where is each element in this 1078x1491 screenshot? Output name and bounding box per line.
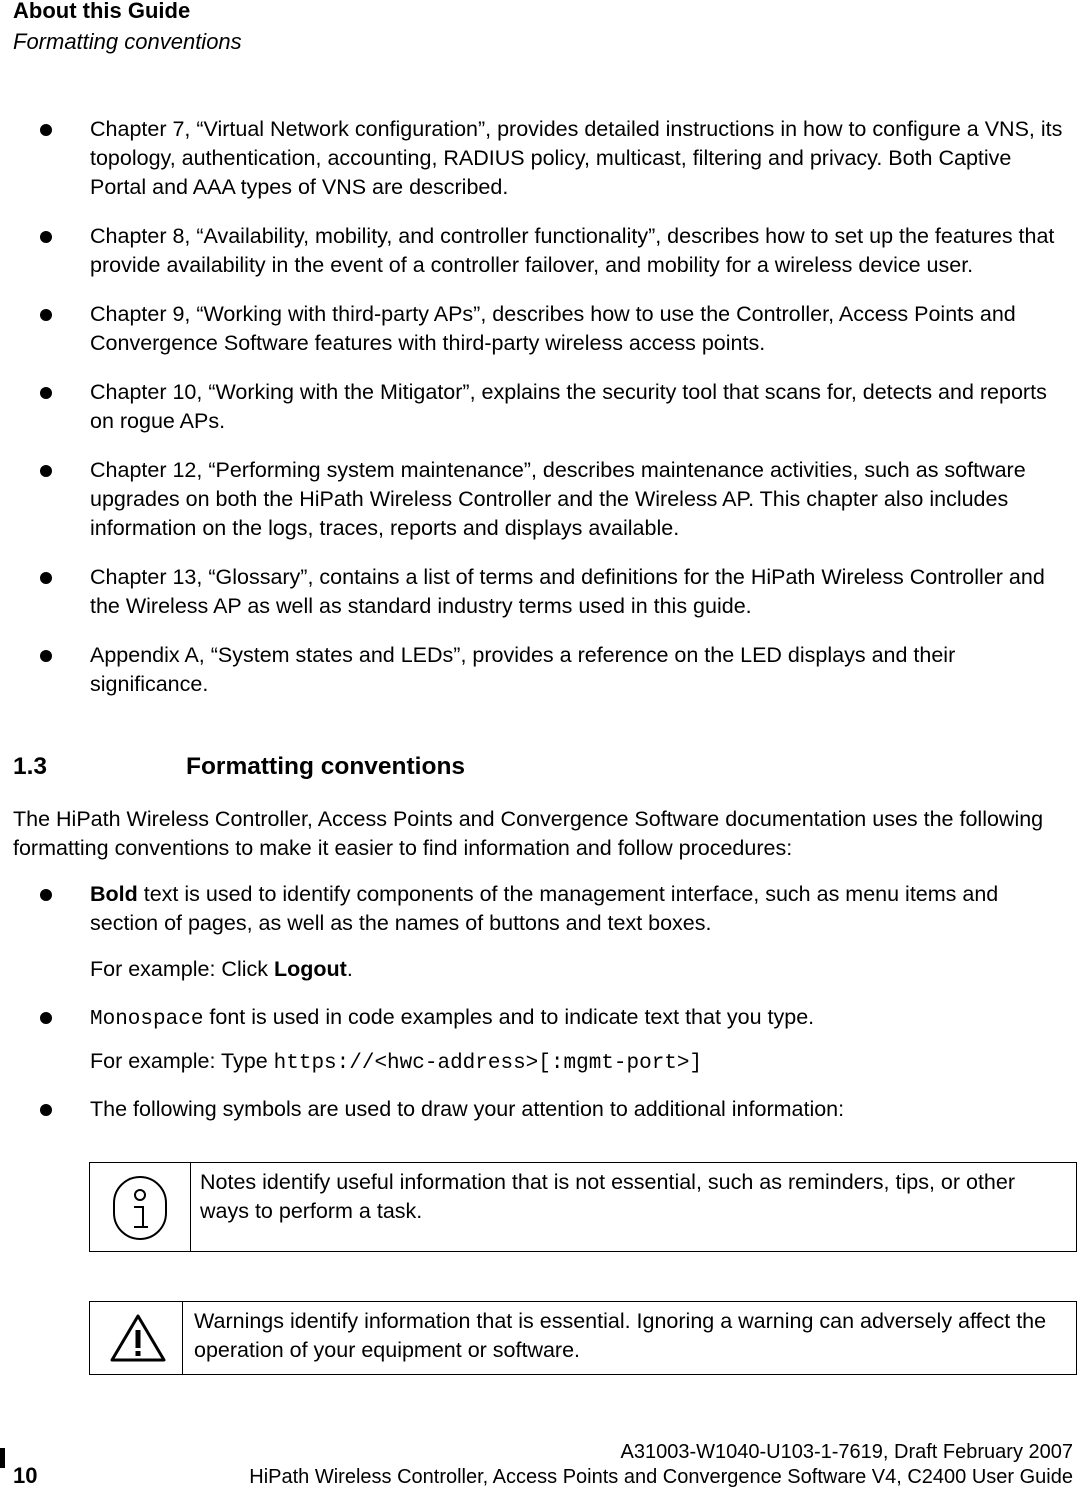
footer-doc-id: A31003-W1040-U103-1-7619, Draft February 2007 xyxy=(620,1441,1073,1463)
list-item xyxy=(40,115,1070,202)
monospace-description: font is used in code examples and to indicate text that you type. xyxy=(203,1005,815,1029)
list-item xyxy=(40,378,1070,436)
bullet-icon xyxy=(40,1104,52,1116)
bullet-icon xyxy=(40,889,52,901)
section-number: 1.3 xyxy=(13,753,48,780)
bullet-icon xyxy=(40,465,52,477)
list-item-text: Chapter 12, “Performing system maintenance”, describes maintenance activities, such as software upgrades on both the HiPath Wireless Controller and the Wireless AP. This chapter also includes information on the logs, traces, reports and displays available. xyxy=(90,458,1026,540)
running-header-subtitle: Formatting conventions xyxy=(13,29,242,54)
warning-divider xyxy=(182,1302,183,1374)
monospace-term: Monospace xyxy=(90,1008,204,1031)
list-item-text: Chapter 8, “Availability, mobility, and controller functionality”, describes how to set up the features that provide availability in the event of a controller failover, and mobility for a wireless device user. xyxy=(90,224,1055,277)
bold-term: Bold xyxy=(90,882,138,906)
list-item xyxy=(40,222,1070,280)
list-item-text: Chapter 7, “Virtual Network configuration”, provides detailed instructions in how to configure a VNS, its topology, authentication, accounting, RADIUS policy, multicast, filtering and privacy. Both Captive Portal and AAA types of VNS are described. xyxy=(90,117,1063,199)
list-item-text: Chapter 9, “Working with third-party APs”, describes how to use the Controller, Access Points and Convergence Software features with third-party wireless access points. xyxy=(90,302,1016,355)
monospace-example-value: https://<hwc-address>[:mgmt-port>] xyxy=(273,1052,703,1075)
convention-bold xyxy=(40,880,1070,938)
bold-example-suffix: . xyxy=(346,957,353,981)
change-bar xyxy=(0,1448,5,1468)
list-item xyxy=(40,641,1070,699)
bold-example xyxy=(90,955,353,984)
list-item-text: Chapter 13, “Glossary”, contains a list of terms and definitions for the HiPath Wireless Controller and the Wireless AP as well as standard industry terms used in this guide. xyxy=(90,565,1045,618)
running-header-title: About this Guide xyxy=(13,0,191,23)
bullet-icon xyxy=(40,1012,52,1024)
monospace-example-prefix: For example: Type xyxy=(90,1049,274,1073)
section-intro: The HiPath Wireless Controller, Access Points and Convergence Software documentation uses the following formatting conventions to make it easier to find information and follow procedures: xyxy=(13,807,1044,860)
monospace-example xyxy=(90,1047,702,1078)
symbols-description: The following symbols are used to draw your attention to additional information: xyxy=(90,1097,845,1121)
note-divider xyxy=(190,1163,191,1251)
bullet-icon xyxy=(40,572,52,584)
chapter-list xyxy=(40,115,1070,719)
list-item-text: Appendix A, “System states and LEDs”, provides a reference on the LED displays and their significance. xyxy=(90,643,956,696)
bullet-icon xyxy=(40,387,52,399)
page-number: 10 xyxy=(13,1463,38,1488)
warning-box xyxy=(89,1301,1077,1375)
bullet-icon xyxy=(40,231,52,243)
list-item xyxy=(40,456,1070,543)
bold-example-value: Logout xyxy=(274,957,347,981)
list-item-text: Chapter 10, “Working with the Mitigator”, explains the security tool that scans for, detects and reports on rogue APs. xyxy=(90,380,1047,433)
bullet-icon xyxy=(40,650,52,662)
convention-symbols xyxy=(40,1095,1070,1124)
note-box xyxy=(89,1162,1077,1252)
section-heading xyxy=(13,752,465,782)
bullet-icon xyxy=(40,309,52,321)
warning-icon xyxy=(108,1312,168,1364)
bold-example-prefix: For example: Click xyxy=(90,957,274,981)
footer-doc-title: HiPath Wireless Controller, Access Points and Convergence Software V4, C2400 User Guide xyxy=(249,1466,1073,1488)
convention-monospace xyxy=(40,1003,1070,1034)
note-info-icon xyxy=(112,1175,168,1241)
list-item xyxy=(40,563,1070,621)
warning-text: Warnings identify information that is essential. Ignoring a warning can adversely affect the operation of your equipment or software. xyxy=(194,1309,1047,1362)
note-text: Notes identify useful information that is not essential, such as reminders, tips, or other ways to perform a task. xyxy=(200,1170,1016,1223)
list-item xyxy=(40,300,1070,358)
bold-description: text is used to identify components of the management interface, such as menu items and section of pages, as well as the names of buttons and text boxes. xyxy=(90,882,999,935)
bullet-icon xyxy=(40,124,52,136)
section-title: Formatting conventions xyxy=(186,753,466,780)
